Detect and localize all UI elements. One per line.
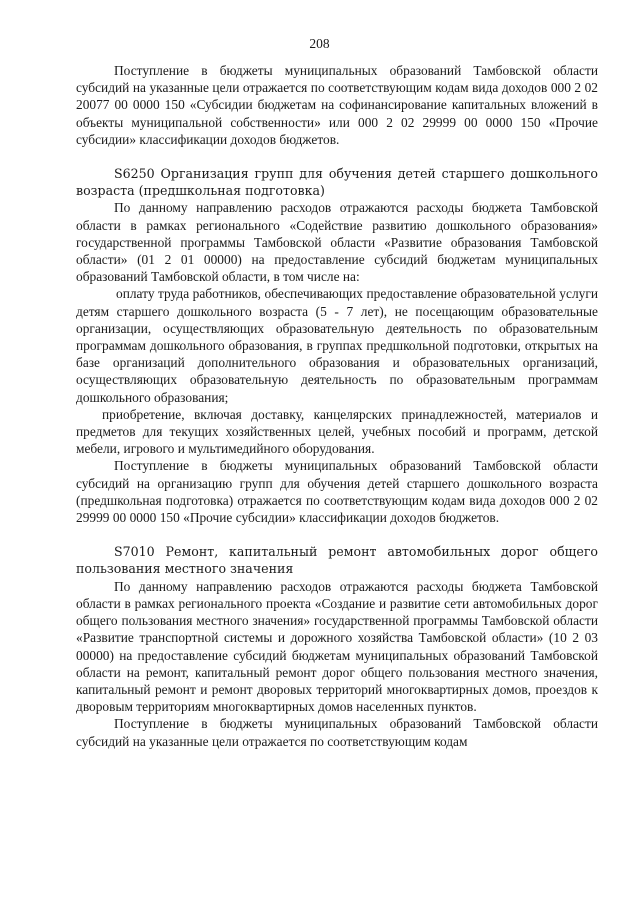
paragraph-s7010-description: По данному направлению расходов отражаются расходы бюджета Тамбовской области в рамках регионального проекта «Создание и развитие сети автомобильных дорог общего пользования местного значения» государственной программы Тамбовской области «Развитие транспортной системы и дорожного хозяйства Тамбовской области» (10 2 03 00000) на предоставление субсидий бюджетам муниципальных образований Тамбовской области на ремонт, капитальный ремонт дорог общего пользования местного значения, капитальный ремонт и ремонт дворовых территорий многоквартирных домов, проездов к дворовым территориям многоквартирных домов населенных пунктов. [76, 578, 598, 715]
paragraph-subsidy-receipt-1: Поступление в бюджеты муниципальных образований Тамбовской области субсидий на указанные цели отражается по соответствующим кодам вида доходов 000 2 02 20077 00 0000 150 «Субсидии бюджетам на софинансирование капитальных вложений в объекты муниципальной собственности» или 000 2 02 29999 00 0000 150 «Прочие субсидии» классификации доходов бюджетов. [76, 63, 598, 147]
paragraph-subsidy-receipt-3: Поступление в бюджеты муниципальных образований Тамбовской области субсидий на указанные цели отражается по соответствующим кодам [76, 716, 598, 749]
paragraph-subsidy-receipt-2: Поступление в бюджеты муниципальных образований Тамбовской области субсидий на организацию групп для обучения детей старшего дошкольного возраста (предшкольная подготовка) отражается по соответствующим кодам вида доходов 000 2 02 29999 00 0000 150 «Прочие субсидии» классификации доходов бюджетов. [76, 458, 598, 526]
list-item-labor-payment: оплату труда работников, обеспечивающих предоставление образовательной услуги детям старшего дошкольного возраста (5 - 7 лет), не посещающим образовательные организации, осуществляющих образовательную деятельность по образовательным программам дошкольного образования, в группах предшкольной подготовки, открытых на базе организаций дополнительного образования и образовательных организаций, осуществляющих образовательную деятельность по образовательным программам дошкольного образования; [76, 286, 598, 405]
document-body [76, 62, 598, 750]
section-heading-s7010: S7010 Ремонт, капитальный ремонт автомобильных дорог общего пользования местного значения [76, 544, 598, 577]
list-item-acquisition: приобретение, включая доставку, канцелярских принадлежностей, материалов и предметов для текущих хозяйственных целей, учебных пособий и программ, детской мебели, игрового и мультимедийного оборудования. [76, 406, 598, 457]
paragraph-s6250-description: По данному направлению расходов отражаются расходы бюджета Тамбовской области в рамках регионального «Содействие развитию дошкольного образования» государственной программы Тамбовской области «Развитие образования Тамбовской области» (01 2 01 00000) на предоставление субсидий бюджетам муниципальных образований Тамбовской области, в том числе на: [76, 200, 598, 285]
section-spacer [76, 526, 598, 543]
section-spacer [76, 148, 598, 165]
section-heading-s6250: S6250 Организация групп для обучения детей старшего дошкольного возраста (предшкольная подготовка) [76, 166, 598, 199]
page-number: 208 [309, 36, 330, 51]
